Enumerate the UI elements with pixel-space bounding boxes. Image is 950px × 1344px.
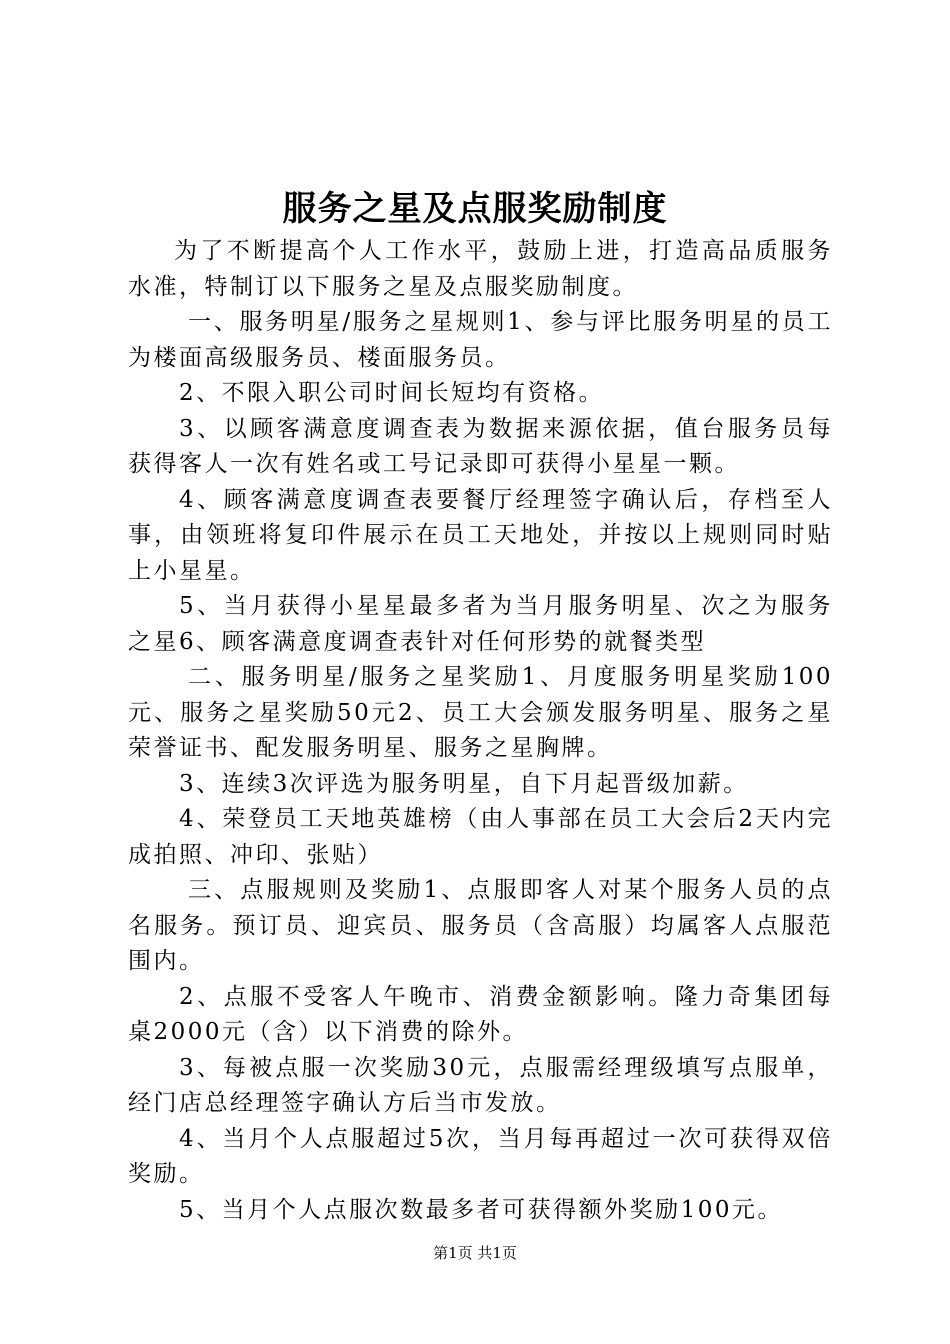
page-footer: 第1页 共1页	[433, 1244, 517, 1262]
document-title: 服务之星及点服奖励制度	[282, 189, 668, 229]
intro-paragraph: 为了不断提高个人工作水平，鼓励上进，打造高品质服务水准，特制订以下服务之星及点服奖励制度。	[128, 238, 833, 300]
section-one-rule-1: 一、服务明星/服务之星规则1、参与评比服务明星的员工为楼面高级服务员、楼面服务员。	[128, 309, 833, 371]
section-three-rule-3: 3、每被点服一次奖励30元，点服需经理级填写点服单，经门店总经理签字确认方后当市发放。	[128, 1054, 833, 1116]
section-three-rule-1: 三、点服规则及奖励1、点服即客人对某个服务人员的点名服务。预订员、迎宾员、服务员（含高服）均属客人点服范围内。	[128, 877, 833, 974]
section-three-rule-4: 4、当月个人点服超过5次，当月每再超过一次可获得双倍奖励。	[128, 1125, 833, 1187]
section-three-rule-5: 5、当月个人点服次数最多者可获得额外奖励100元。	[179, 1196, 784, 1223]
section-one-rule-2: 2、不限入职公司时间长短均有资格。	[179, 380, 605, 406]
section-one-rule-5: 5、当月获得小星星最多者为当月服务明星、次之为服务之星6、顾客满意度调查表针对任何形势的就餐类型	[128, 593, 833, 655]
section-two-reward-1: 二、服务明星/服务之星奖励1、月度服务明星奖励100元、服务之星奖励50元2、员工大会颁发服务明星、服务之星荣誉证书、配发服务明星、服务之星胸牌。	[128, 664, 833, 761]
document-body	[128, 234, 833, 1228]
section-one-rule-4: 4、顾客满意度调查表要餐厅经理签字确认后，存档至人事，由领班将复印件展示在员工天地处，并按以上规则同时贴上小星星。	[128, 486, 833, 584]
section-two-reward-3: 3、连续3次评选为服务明星，自下月起晋级加薪。	[179, 770, 749, 797]
section-three-rule-2: 2、点服不受客人午晚市、消费金额影响。隆力奇集团每桌2000元（含）以下消费的除外。	[128, 983, 833, 1045]
section-two-reward-4: 4、荣登员工天地英雄榜（由人事部在员工大会后2天内完成拍照、冲印、张贴）	[128, 806, 833, 868]
section-one-rule-3: 3、以顾客满意度调查表为数据来源依据，值台服务员每获得客人一次有姓名或工号记录即可获得小星星一颗。	[128, 415, 833, 477]
